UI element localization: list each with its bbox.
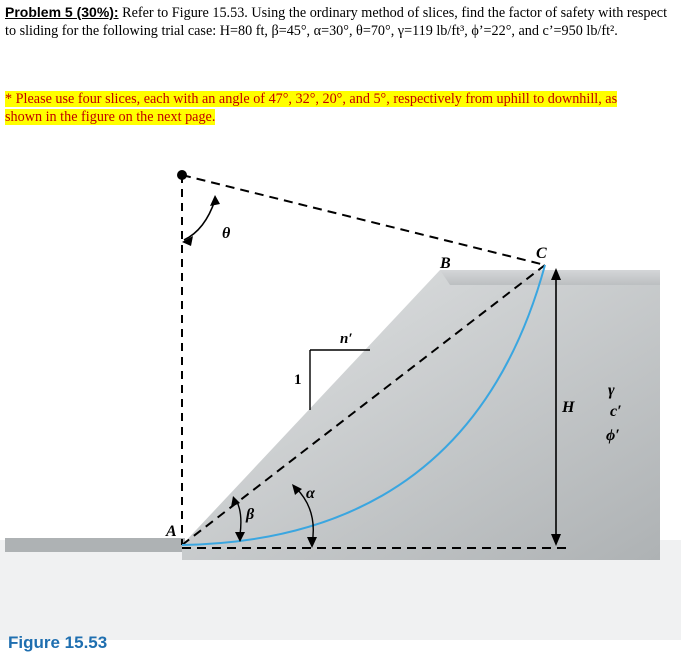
label-alpha: α bbox=[306, 485, 315, 502]
figure-15-53 bbox=[0, 140, 681, 657]
label-gamma: γ bbox=[608, 382, 615, 399]
label-c: C bbox=[536, 245, 547, 262]
slope-diagram bbox=[0, 140, 681, 657]
label-c-prime: c′ bbox=[610, 403, 622, 420]
label-n-prime: n′ bbox=[340, 331, 353, 347]
problem-text: Refer to Figure 15.53. Using the ordinary method of slices, find the factor of safety with respect to sliding for the following trial case: H=80 ft, β=45°, α=30°, θ=70°, γ=119 lb/ft³, ϕ’=22°, and c’=950 lb/ft². bbox=[5, 5, 668, 39]
label-one: 1 bbox=[294, 372, 302, 388]
label-b: B bbox=[440, 255, 451, 272]
problem-heading: Problem 5 (30%): bbox=[5, 4, 119, 20]
slope-crest bbox=[440, 270, 660, 285]
slice-note-text: * Please use four slices, each with an angle of 47°, 32°, 20°, and 5°, respectively from uphill to downhill, as shown in the figure on the next page. bbox=[5, 91, 618, 125]
label-beta: β bbox=[246, 506, 255, 523]
lower-ground bbox=[5, 538, 185, 552]
label-h: H bbox=[562, 399, 575, 416]
slice-note bbox=[5, 90, 625, 126]
label-phi-prime: ϕ′ bbox=[606, 427, 620, 444]
label-a: A bbox=[166, 523, 177, 540]
label-theta: θ bbox=[222, 225, 231, 242]
figure-caption: Figure 15.53 bbox=[8, 633, 108, 652]
problem-statement bbox=[5, 3, 673, 40]
